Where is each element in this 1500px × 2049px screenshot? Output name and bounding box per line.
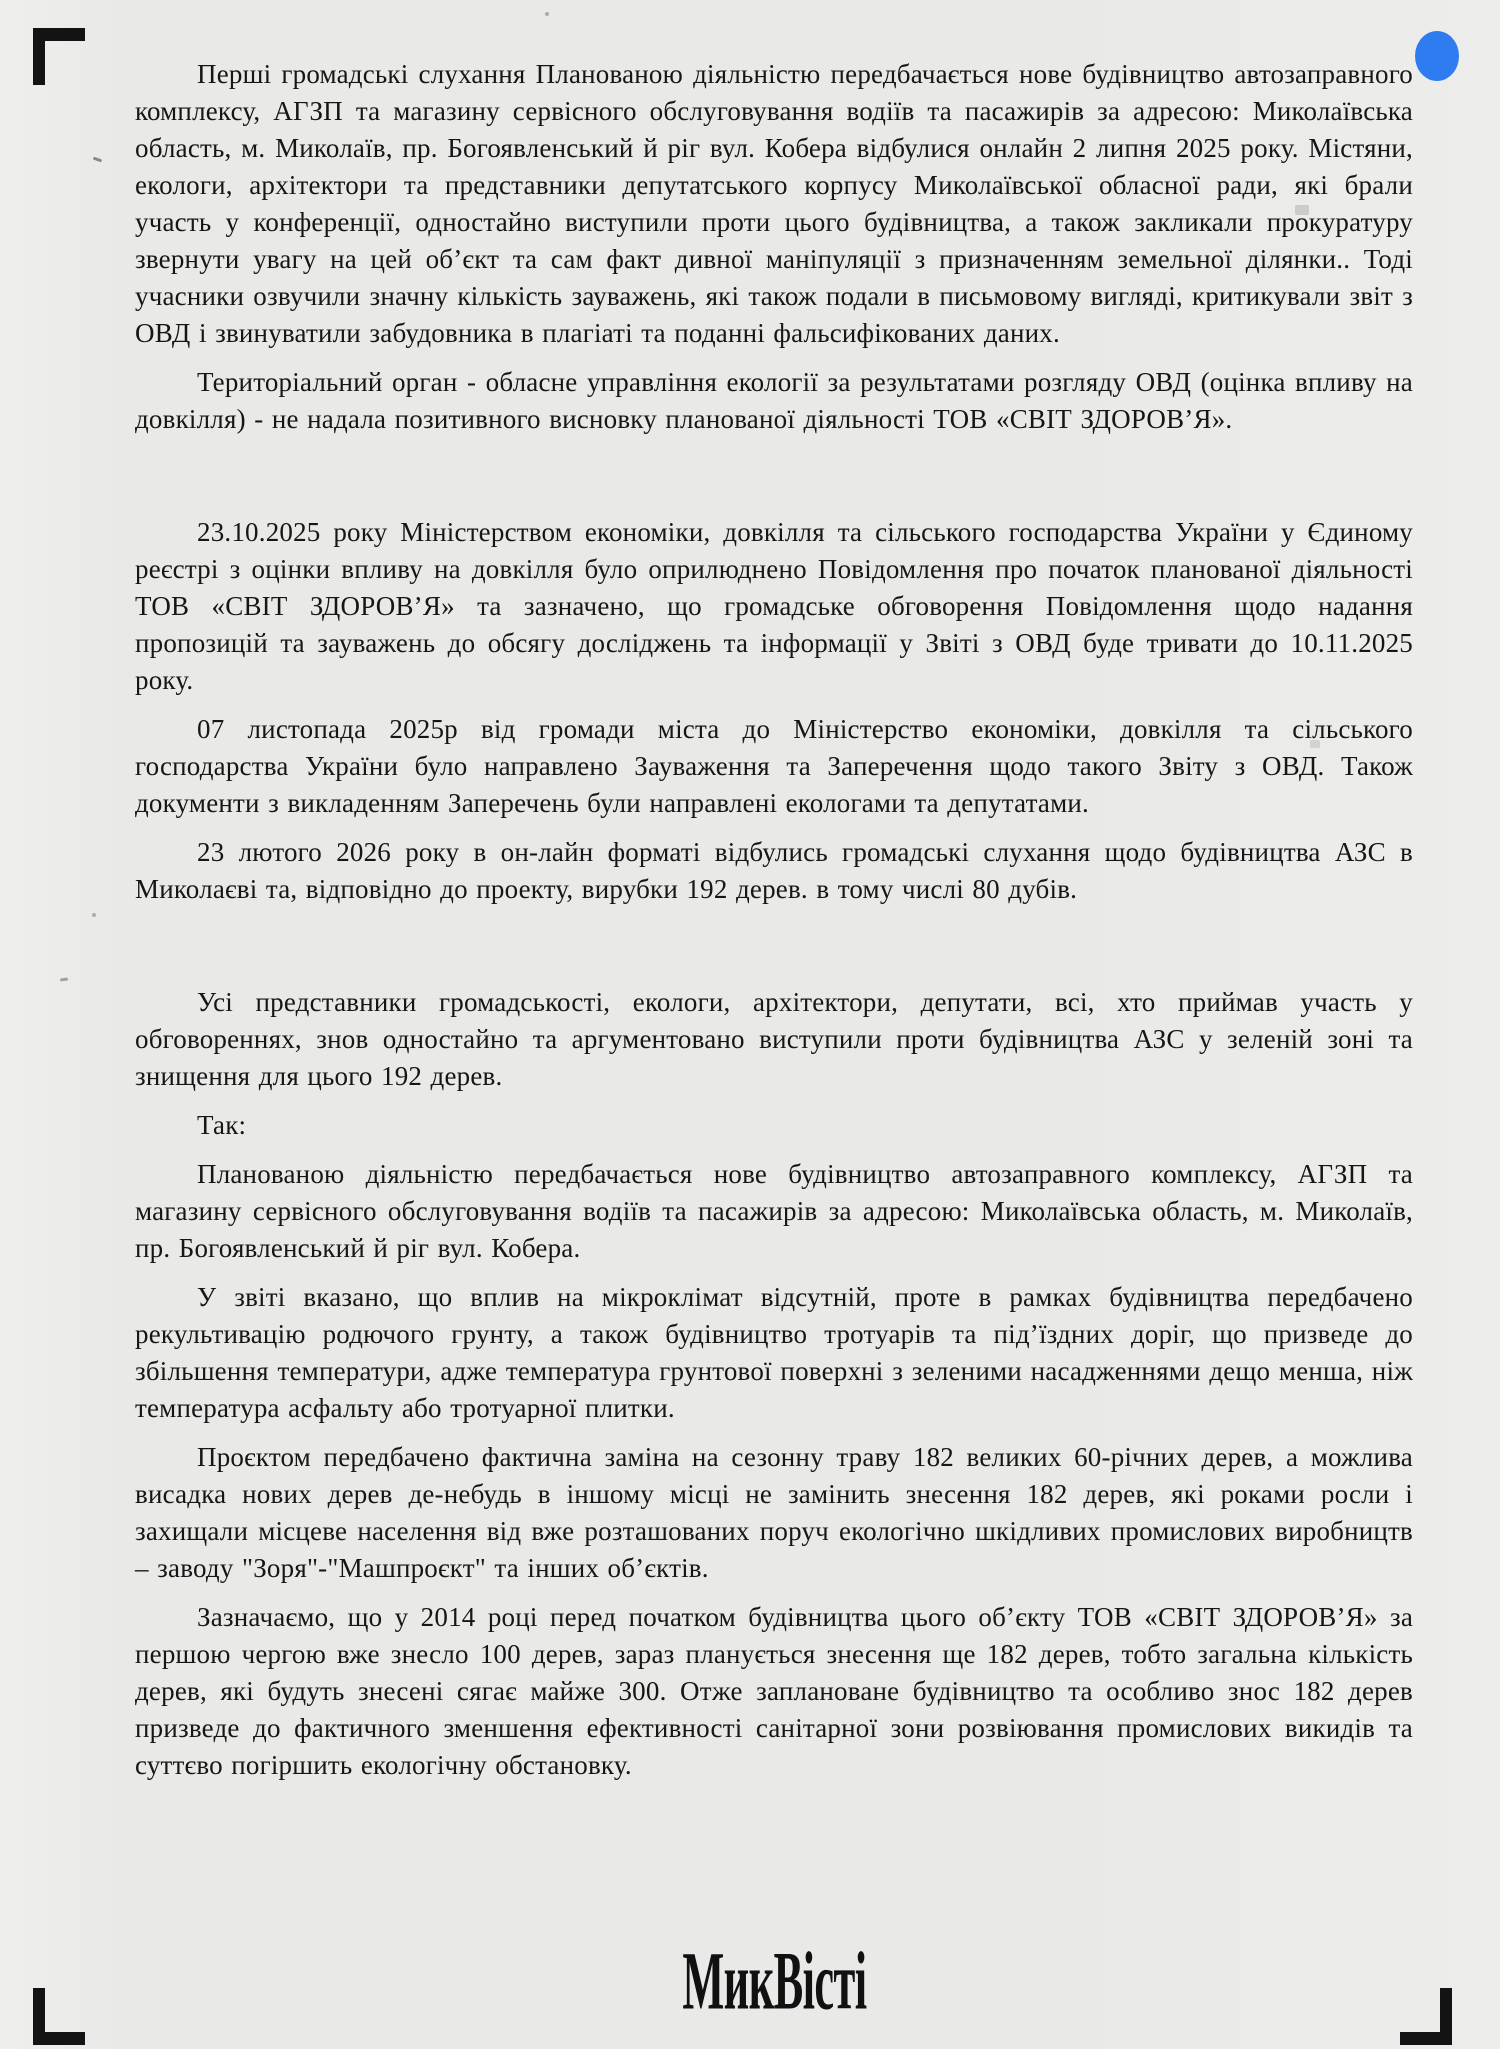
- paragraph: Зазначаємо, що у 2014 році перед початком будівництва цього об’єкту ТОВ «СВІТ ЗДОРОВ’Я» за першою чергою вже знесло 100 дерев, зараз планується знесення ще 182 дерев, тобто загальна кількість дерев, які будуть знесені сягає майже 300. Отже заплановане будівництво та особливо знос 182 дерев призведе до фактичного зменшення ефективності санітарної зони розвіювання промислових викидів та суттєво погіршить екологічну обстановку.: [135, 1602, 1413, 1780]
- paragraph: 23 лютого 2026 року в он-лайн форматі відбулись громадські слухання щодо будівництва АЗС в Миколаєві та, відповідно до проекту, вирубки 192 дерев. в тому числі 80 дубів.: [135, 837, 1413, 904]
- scan-speck: [60, 977, 68, 981]
- scan-speck: [92, 913, 96, 917]
- paragraph: Планованою діяльністю передбачається нове будівництво автозаправного комплексу, АГЗП та магазину сервісного обслуговування водіїв та пасажирів за адресою: Миколаївська область, м. Миколаїв, пр. Богоявленський й ріг вул. Кобера.: [135, 1159, 1413, 1263]
- paragraph: Проєктом передбачено фактична заміна на сезонну траву 182 великих 60-річних дерев, а можлива висадка нових дерев де-небудь в іншому місці не замінить знесення 182 дерев, які роками росли і захищали місцеве населення від вже розташованих поруч екологічно шкідливих промислових виробництв – заводу "Зоря"-"Машпроєкт" та інших об’єктів.: [135, 1442, 1413, 1583]
- paragraph: 07 листопада 2025р від громади міста до Міністерство економіки, довкілля та сільського господарства України було направлено Зауваження та Заперечення щодо такого Звіту з ОВД. Також документи з викладенням Заперечень були направлені екологами та депутатами.: [135, 714, 1413, 818]
- crop-mark-top-left-icon: [33, 28, 85, 85]
- paragraph: Усі представники громадськості, екологи, архітектори, депутати, всі, хто приймав участь у обговореннях, знов одностайно та аргументовано виступили проти будівництва АЗС у зеленій зоні та знищення для цього 192 дерев.: [135, 987, 1413, 1091]
- document-text: [135, 56, 1413, 1784]
- crop-mark-bottom-left-icon: [33, 1988, 85, 2045]
- blue-marker-dot-icon: [1415, 31, 1459, 81]
- scan-speck: [545, 12, 549, 16]
- publisher-logo-text: МикВісті: [681, 1935, 867, 2028]
- paragraph: 23.10.2025 року Міністерством економіки, довкілля та сільського господарства України у Єдиному реєстрі з оцінки впливу на довкілля було оприлюднено Повідомлення про початок планованої діяльності ТОВ «СВІТ ЗДОРОВ’Я» та зазначено, що громадське обговорення Повідомлення щодо надання пропозицій та зауважень до обсягу досліджень та інформації у Звіті з ОВД буде тривати до 10.11.2025 року.: [135, 517, 1413, 695]
- paragraph: У звіті вказано, що вплив на мікроклімат відсутній, проте в рамках будівництва передбачено рекультивацію родючого грунту, а також будівництво тротуарів та під’їздних доріг, що призведе до збільшення температури, адже температура грунтової поверхні з зеленими насадженнями дещо менша, ніж температура асфальту або тротуарної плитки.: [135, 1282, 1413, 1423]
- publisher-logo: [135, 1935, 1413, 2028]
- scan-speck: [93, 157, 102, 163]
- paragraph: Так:: [197, 1110, 247, 1140]
- paragraph: Територіальний орган - обласне управління екології за результатами розгляду ОВД (оцінка впливу на довкілля) - не надала позитивного висновку планованої діяльності ТОВ «СВІТ ЗДОРОВ’Я».: [135, 367, 1413, 434]
- paragraph: Перші громадські слухання Планованою діяльністю передбачається нове будівництво автозаправного комплексу, АГЗП та магазину сервісного обслуговування водіїв та пасажирів за адресою: Миколаївська область, м. Миколаїв, пр. Богоявленський й ріг вул. Кобера відбулися онлайн 2 липня 2025 року. Містяни, екологи, архітектори та представники депутатського корпусу Миколаївської обласної ради, які брали участь у конференції, одностайно виступили проти цього будівництва, а також закликали прокуратуру звернути увагу на цей об’єкт та сам факт дивної маніпуляції з призначенням земельної ділянки.. Тоді учасники озвучили значну кількість зауважень, які також подали в письмовому вигляді, критикували звіт з ОВД і звинуватили забудовника в плагіаті та поданні фальсифікованих даних.: [135, 59, 1413, 348]
